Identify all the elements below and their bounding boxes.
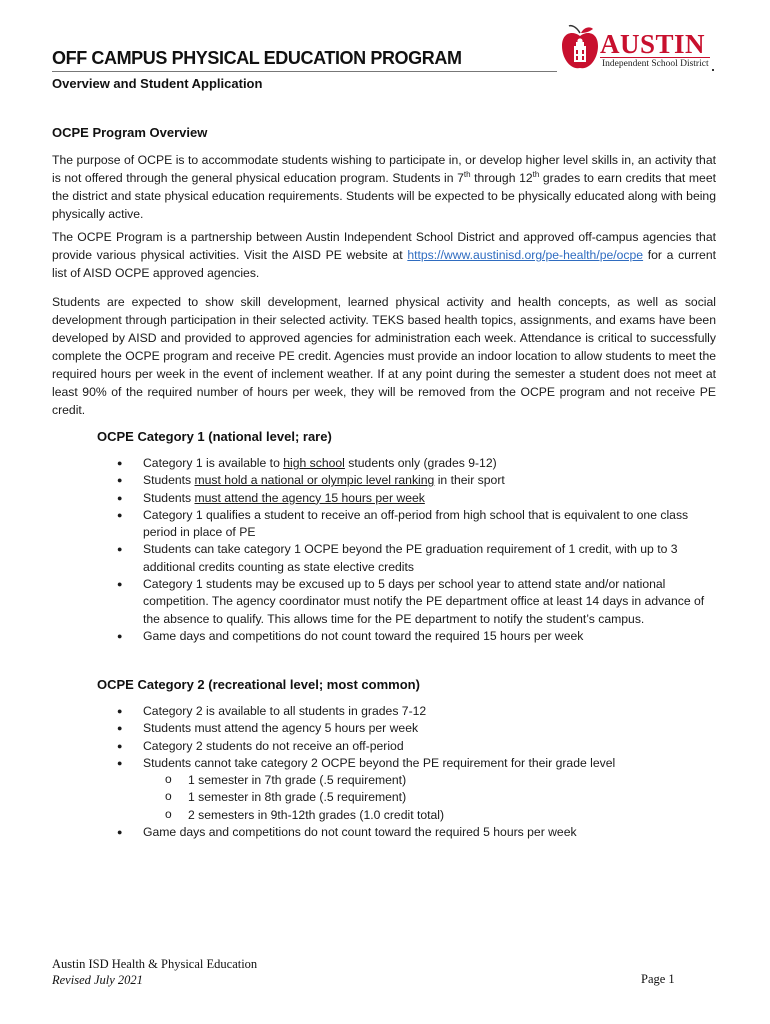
austin-isd-logo — [560, 22, 720, 78]
category-2-list — [97, 703, 717, 841]
sub-list-item: o 2 semesters in 9th-12th grades (1.0 credit total) — [143, 807, 717, 824]
logo-subtitle: Independent School District — [602, 59, 709, 69]
list-item: ● Game days and competitions do not count toward the required 5 hours per week — [97, 824, 717, 841]
list-item: ● Category 1 students may be excused up to 5 days per school year to attend state and/or national competition. The agency coordinator must notify the PE department office at least 14 days in advance of the absence to qualify. This allows time for the PE department to notify the student’s campus. — [97, 576, 717, 628]
footer-revision-date: Revised July 2021 — [52, 973, 143, 987]
page-title: OFF CAMPUS PHYSICAL EDUCATION PROGRAM — [52, 48, 462, 68]
overview-paragraph-1: The purpose of OCPE is to accommodate students wishing to participate in, or develop higher level skills in, an activity that is not offered through the general physical education program. Students in 7th through 12th grades to earn credits that meet the district and state physical education requirements. Students will be expected to be physically educated along with being physically active. — [52, 153, 716, 221]
sub-list-item: o 1 semester in 8th grade (.5 requirement) — [143, 789, 717, 806]
footer-department: Austin ISD Health & Physical Education — [52, 957, 258, 971]
apple-icon — [560, 24, 600, 72]
list-item: ● Students must attend the agency 5 hours per week — [97, 720, 717, 737]
list-item: ● Students can take category 1 OCPE beyond the PE graduation requirement of 1 credit, with up to 3 additional credits counting as state elective credits — [97, 541, 717, 576]
category-1-list — [97, 455, 717, 645]
ocpe-website-link[interactable]: https://www.austinisd.org/pe-health/pe/ocpe — [407, 248, 644, 262]
sub-list-item: o 1 semester in 7th grade (.5 requirement) — [143, 772, 717, 789]
category-2-heading: OCPE Category 2 (recreational level; most common) — [97, 677, 420, 692]
list-item: ● Category 1 qualifies a student to receive an off-period from high school that is equivalent to one class period in place of PE — [97, 507, 717, 542]
page-subtitle: Overview and Student Application — [52, 76, 263, 91]
list-item: ● Game days and competitions do not count toward the required 15 hours per week — [97, 628, 717, 645]
list-item: ● Students must attend the agency 15 hours per week — [97, 490, 717, 507]
title-divider — [52, 71, 557, 72]
list-item: ● Students must hold a national or olympic level ranking in their sport — [97, 472, 717, 489]
list-item: ● Students cannot take category 2 OCPE beyond the PE requirement for their grade level o 1 semester in 7th grade (.5 requirement) o 1 semester in 8th grade (.5 requirement) o 2 semesters in 9th-12th grades (1.0 credit total) — [97, 755, 717, 824]
overview-paragraph-3: Students are expected to show skill development, learned physical activity and health concepts, as well as social development through participation in their selected activity. TEKS based health topics, assignments, and exams have been developed by AISD and provided to approved agencies for administration each week. Attendance is critical to successfully complete the OCPE program and receive PE credit. Agencies must provide an indoor location to allow students to meet the required hours per week in the event of inclement weather. If at any point during the semester a student does not meet at least 90% of the required number of hours per week, they will be removed from the OCPE program and not receive PE credit. — [52, 295, 716, 417]
list-item: ● Category 2 students do not receive an off-period — [97, 738, 717, 755]
list-item: ● Category 2 is available to all students in grades 7-12 — [97, 703, 717, 720]
logo-rule — [600, 57, 710, 58]
page-number: Page 1 — [641, 972, 675, 986]
page-footer — [52, 956, 257, 988]
logo-wordmark: AUSTIN — [600, 29, 706, 59]
logo-dot — [712, 69, 714, 71]
overview-paragraph-2: The OCPE Program is a partnership between Austin Independent School District and approved off-campus agencies that provide various physical activities. Visit the AISD PE website at https://www.austinisd.org/pe-health/pe/ocpe for a current list of AISD OCPE approved agencies. — [52, 230, 716, 280]
overview-heading: OCPE Program Overview — [52, 125, 208, 140]
category-1-heading: OCPE Category 1 (national level; rare) — [97, 429, 332, 444]
grade-requirements-sublist — [143, 772, 717, 824]
list-item: ● Category 1 is available to high school students only (grades 9-12) — [97, 455, 717, 472]
